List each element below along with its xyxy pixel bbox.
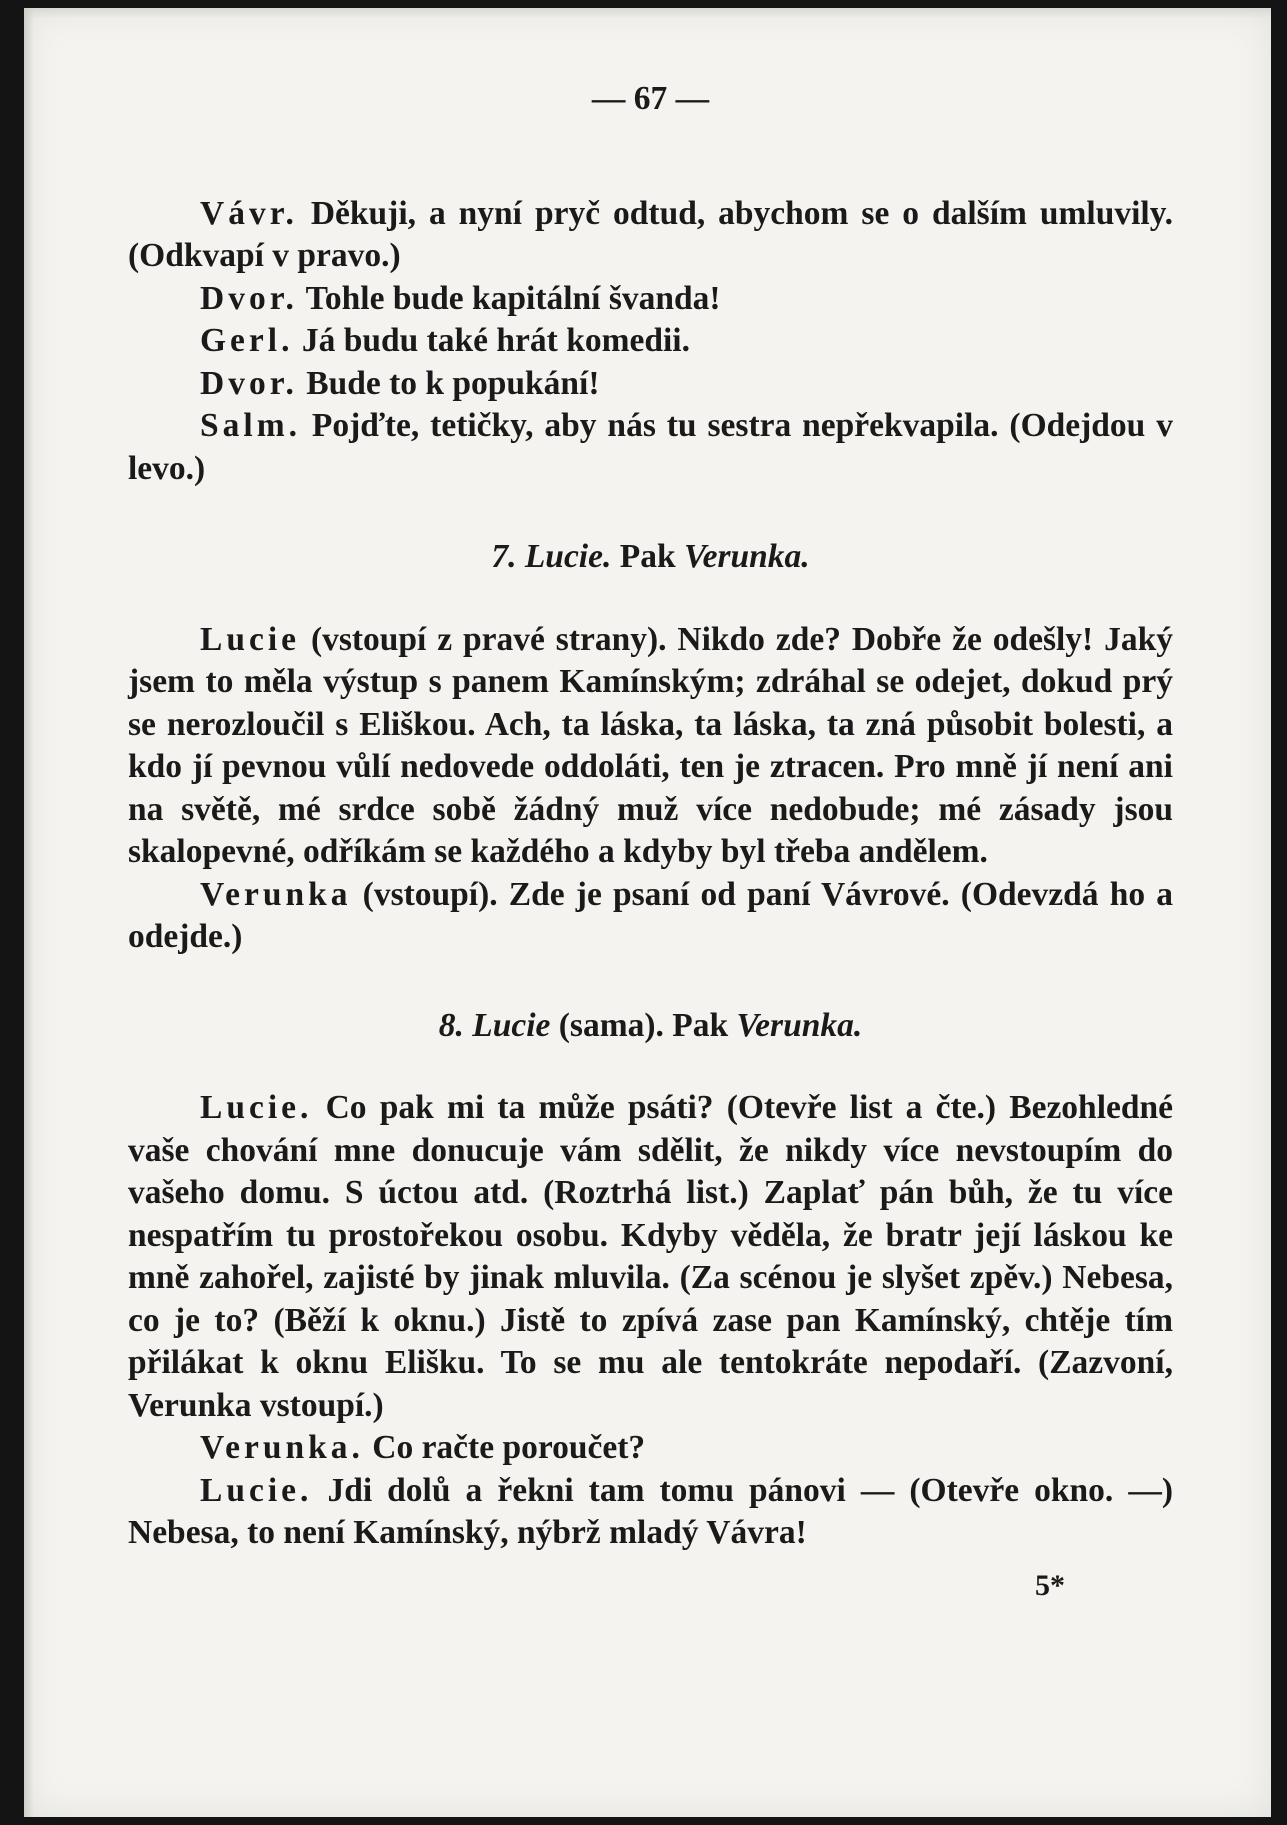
speaker-name: Dvor. [200,364,298,402]
scene-note: (sama). [558,1006,664,1044]
scene-character: Lucie [472,1006,551,1044]
line-text: Bude to k popukání! [306,364,600,402]
line-text: Já budu také hrát komedii. [301,322,690,359]
page-number: — 67 — [591,80,710,117]
line-text: Jdi dolů a řekni tam tomu pánovi — (Otevře okno. —) Nebesa, to není Kamínský, nýbrž mladý Vávra! [128,1471,1173,1551]
speaker-name: Lucie. [200,1089,313,1126]
speaker-name: Salm. [200,407,301,444]
dialogue-line [128,363,1173,406]
dialogue-line [128,619,1173,874]
scene-character: Verunka. [683,538,810,575]
book-page [24,8,1271,1817]
scene-heading-7 [128,536,1173,579]
speaker-name: Lucie. [200,1471,313,1509]
page-text [128,78,1173,1607]
line-text: Co račte poroučet? [372,1429,646,1466]
dialogue-line [128,193,1173,278]
scene-number: 8. [438,1006,464,1044]
signature-mark: 5* [1035,1568,1065,1602]
scene-character: Lucie. [524,538,612,575]
scan-edge-top [24,8,1271,18]
speaker-name: Vávr. [200,194,298,232]
scene-character: Verunka. [736,1006,863,1044]
dialogue-line [128,1427,1173,1470]
line-text: Pojďte, tetičky, aby nás tu sestra nepřekvapila. (Odejdou v levo.) [128,407,1173,487]
speaker-name: Dvor. [200,279,298,317]
scene-connector: Pak [619,538,676,575]
line-text: (vstoupí). Zde je psaní od paní Vávrové. (Odevzdá ho a odejde.) [128,875,1173,955]
speaker-name: Gerl. [200,322,294,359]
dialogue-line [128,1087,1173,1427]
dialogue-line [128,405,1173,490]
dialogue-line [128,1470,1173,1555]
scene-number: 7. [491,538,517,575]
dialogue-line [128,320,1173,363]
speaker-name: Lucie [200,620,301,658]
scene-connector: Pak [672,1006,729,1044]
scan-edge-left [24,8,34,1817]
line-text: Děkuji, a nyní pryč odtud, abychom se o dalším umluvily. (Odkvapí v pravo.) [128,194,1174,274]
speaker-name: Verunka. [200,1429,364,1466]
speaker-name: Verunka [200,875,352,913]
scene-heading-8 [128,1005,1173,1048]
line-text: Tohle bude kapitální švanda! [305,279,721,317]
dialogue-line [128,874,1173,959]
dialogue-line [128,278,1173,321]
line-text: (vstoupí z pravé strany). Nikdo zde? Dobře že odešly! Jaký jsem to měla výstup s panem Kamínským; zdráhal se odejet, dokud prý se nerozloučil s Eliškou. Ach, ta láska, ta láska, ta zná působit bolesti, a kdo jí pevnou vůlí nedovede oddoláti, ten je ztracen. Pro mně jí není ani na světě, mé srdce sobě žádný muž více nedobude; mé zásady jsou skalopevné, odříkám se každého a kdyby byl třeba andělem. [128,620,1173,870]
line-text: Co pak mi ta může psáti? (Otevře list a čte.) Bezohledné vaše chování mne donucuje vám sdělit, že nikdy více nevstoupím do vašeho domu. S úctou atd. (Roztrhá list.) Zaplať pán bůh, že tu více nespatřím tu prostořekou osobu. Kdyby věděla, že bratr její láskou ke mně zahořel, zajisté by jinak mluvila. (Za scénou je slyšet zpěv.) Nebesa, co je to? (Běží k oknu.) Jistě to zpívá zase pan Kamínský, chtěje tím přilákat k oknu Elišku. To se mu ale tentokráte nepodaří. (Zazvoní, Verunka vstoupí.) [128,1089,1173,1424]
